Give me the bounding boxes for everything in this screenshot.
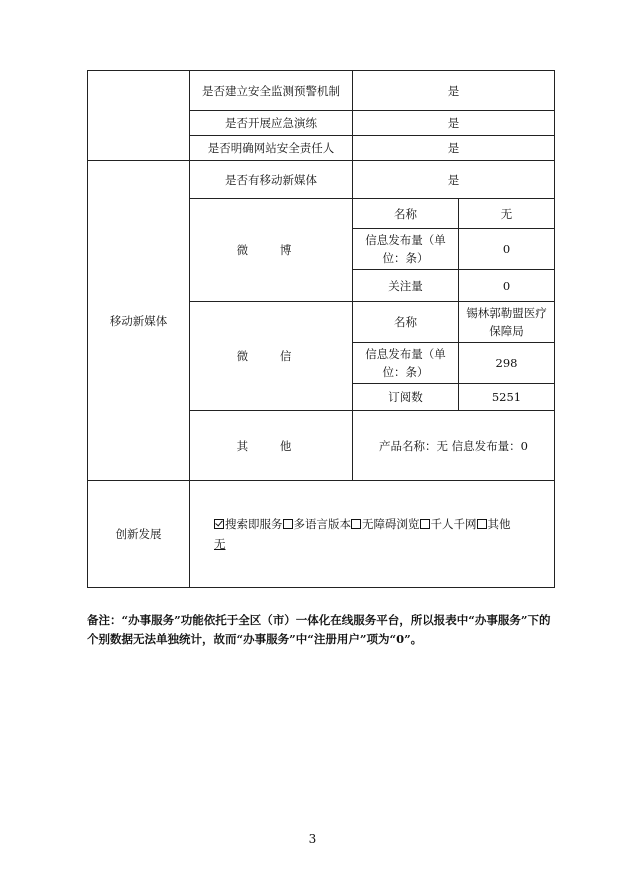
wechat-label: 微 信: [190, 302, 353, 411]
innovation-checkbox-row: [214, 515, 551, 533]
page-number: 3: [308, 832, 317, 846]
option-accessibility: 无障碍浏览: [362, 517, 420, 531]
innovation-options: [190, 481, 555, 588]
drill-label: 是否开展应急演练: [190, 111, 353, 136]
wechat-posts-value: 298: [459, 343, 555, 384]
weibo-posts-value: 0: [459, 229, 555, 270]
option-search-as-service: 搜索即服务: [225, 517, 283, 531]
option-other: 其他: [487, 517, 511, 531]
wechat-subscribers-label: 订阅数: [353, 384, 459, 411]
innovation-other-text: 无: [214, 537, 226, 551]
weibo-followers-label: 关注量: [353, 270, 459, 302]
monitoring-value: 是: [353, 71, 555, 111]
weibo-name-label: 名称: [353, 199, 459, 229]
footnote: 备注：“办事服务”功能依托于全区（市）一体化在线服务平台，所以报表中“办事服务”下的个别数据无法单独统计，故而“办事服务”中“注册用户”项为“0”。: [87, 613, 551, 646]
responsible-value: 是: [353, 136, 555, 161]
has-mobile-value: 是: [353, 161, 555, 199]
weibo-followers-value: 0: [459, 270, 555, 302]
other-value: 产品名称：无 信息发布量：0: [353, 411, 555, 481]
has-mobile-label: 是否有移动新媒体: [190, 161, 353, 199]
weibo-name-value: 无: [459, 199, 555, 229]
checkbox-search-as-service[interactable]: [214, 519, 224, 529]
weibo-posts-label: 信息发布量（单位：条）: [353, 229, 459, 270]
responsible-label: 是否明确网站安全责任人: [190, 136, 353, 161]
drill-value: 是: [353, 111, 555, 136]
checkbox-accessibility[interactable]: [351, 519, 361, 529]
innovation-label: 创新发展: [88, 481, 190, 588]
monitoring-label: 是否建立安全监测预警机制: [190, 71, 353, 111]
weibo-label: 微 博: [190, 199, 353, 302]
option-personalized: 千人千网: [430, 517, 477, 531]
checkbox-other[interactable]: [477, 519, 487, 529]
checkbox-multilingual[interactable]: [283, 519, 293, 529]
option-multilingual: 多语言版本: [293, 517, 351, 531]
wechat-name-value: 锡林郭勒盟医疗保障局: [459, 302, 555, 343]
other-label: 其 他: [190, 411, 353, 481]
empty-section-cell: [88, 71, 190, 161]
checkbox-personalized[interactable]: [420, 519, 430, 529]
section-mobile-media: 移动新媒体: [88, 161, 190, 481]
wechat-posts-label: 信息发布量（单位：条）: [353, 343, 459, 384]
wechat-name-label: 名称: [353, 302, 459, 343]
wechat-subscribers-value: 5251: [459, 384, 555, 411]
report-table: [87, 70, 555, 588]
